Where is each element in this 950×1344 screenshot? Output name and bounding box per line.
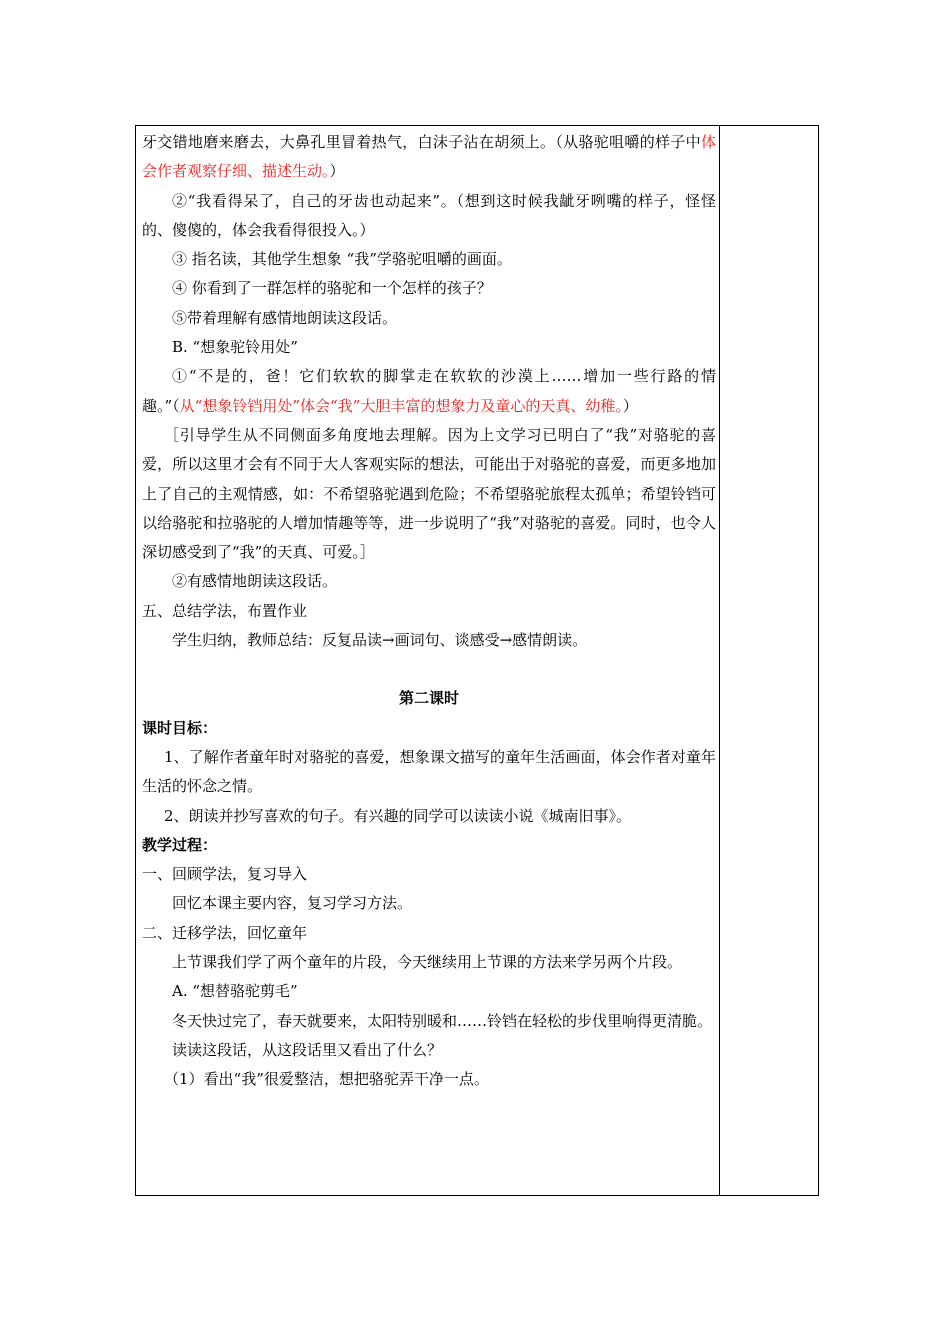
paragraph-winter: 冬天快过完了，春天就要来，太阳特别暖和……铃铛在轻松的步伐里响得更清脆。 xyxy=(172,1011,713,1030)
lesson-table xyxy=(135,125,819,1196)
paragraph-read-aloud: ②有感情地朗读这段话。 xyxy=(172,572,338,591)
goal-2: 2、朗读并抄写喜欢的句子。有兴趣的同学可以读读小说《城南旧事》。 xyxy=(164,806,632,825)
paragraph-bell: ①“不是的，爸！它们软软的脚掌走在软软的沙漠上……增加一些行路的情趣。”（从“想象铃铛用处”体会“我”大胆丰富的想象力及童心的天真、幼稚。） xyxy=(142,367,716,415)
paragraph-answer-1: （1）看出“我”很爱整洁，想把骆驼弄干净一点。 xyxy=(164,1070,489,1089)
paragraph-point-5: ⑤带着理解有感情地朗读这段话。 xyxy=(172,308,398,327)
subheading-a: A. “想替骆驼剪毛” xyxy=(172,982,298,1001)
paragraph-question: 读读这段话，从这段话里又看出了什么？ xyxy=(172,1040,443,1059)
step-2-heading: 二、迁移学法，回忆童年 xyxy=(142,923,308,942)
step-1-heading: 一、回顾学法，复习导入 xyxy=(142,865,308,884)
paragraph-summary: 学生归纳，教师总结：反复品读→画词句、谈感受→感情朗读。 xyxy=(172,631,588,650)
paragraph-point-2: ②“我看得呆了，自己的牙齿也动起来”。（想到这时候我龇牙咧嘴的样子，怪怪的、傻傻的，体会我看得很投入。） xyxy=(142,191,716,239)
paragraph-point-3: ③ 指名读，其他学生想象 “我”学骆驼咀嚼的画面。 xyxy=(172,250,512,269)
column-divider xyxy=(719,126,720,1195)
paragraph-point-4: ④ 你看到了一群怎样的骆驼和一个怎样的孩子？ xyxy=(172,279,492,298)
highlight-text: 从“想象铃铛用处”体会“我”大胆丰富的想象力及童心的天真、幼稚。 xyxy=(179,396,623,415)
highlight-text: 体会作者观察仔细、描述生动。 xyxy=(142,133,716,181)
paragraph-guidance: ［引导学生从不同侧面多角度地去理解。因为上文学习已明白了“我”对骆驼的喜爱，所以这里才会有不同于大人客观实际的想法，可能出于对骆驼的喜爱，而更多地加上了自己的主观情感，如：不希望骆驼遇到危险；不希望骆驼旅程太孤单；希望铃铛可以给骆驼和拉骆驼的人增加情趣等等，进一步说明了“我”对骆驼的喜爱。同时，也令人深切感受到了“我”的天真、可爱。］ xyxy=(142,425,716,562)
goal-1: 1、了解作者童年时对骆驼的喜爱，想象课文描写的童年生活画面，体会作者对童年生活的怀念之情。 xyxy=(142,747,716,796)
paragraph-chewing: 牙交错地磨来磨去，大鼻孔里冒着热气，白沫子沾在胡须上。（从骆驼咀嚼的样子中体会作者观察仔细、描述生动。） xyxy=(142,133,716,181)
process-heading: 教学过程： xyxy=(142,835,218,854)
subheading-b: B. “想象驼铃用处” xyxy=(172,338,298,357)
step-1-body: 回忆本课主要内容，复习学习方法。 xyxy=(172,894,413,913)
section-five-heading: 五、总结学法，布置作业 xyxy=(142,601,308,620)
main-cell xyxy=(142,126,716,1095)
lesson-two-title: 第二课时 xyxy=(398,689,459,708)
step-2-body: 上节课我们学了两个童年的片段，今天继续用上节课的方法来学另两个片段。 xyxy=(172,953,683,972)
goals-heading: 课时目标： xyxy=(142,718,218,737)
side-cell xyxy=(722,126,818,1195)
